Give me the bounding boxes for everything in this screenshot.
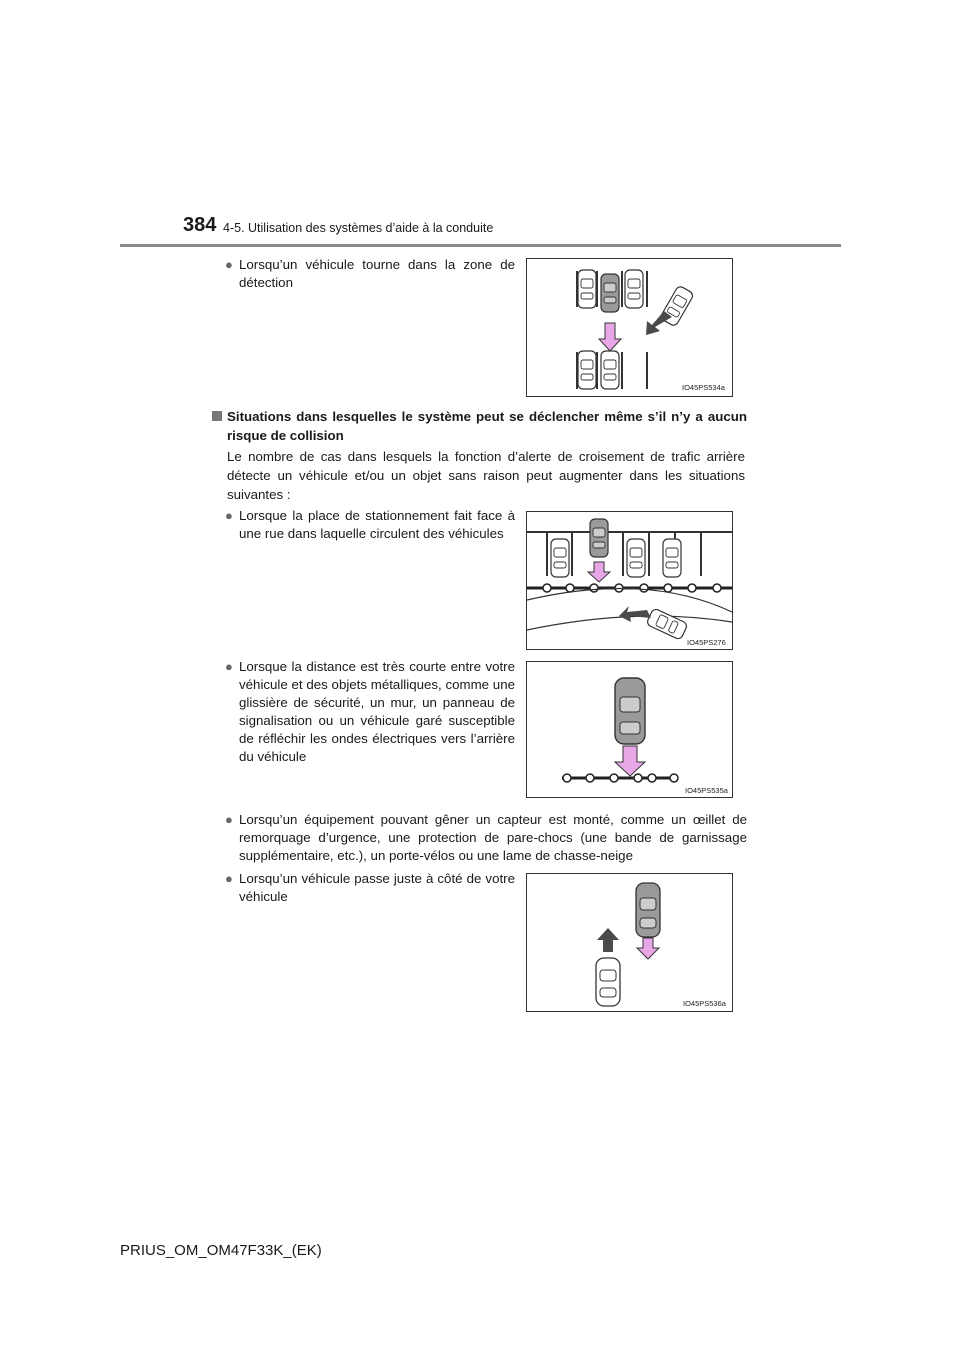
illustration-passing-vehicle — [527, 874, 732, 1011]
bullet-text: Lorsqu’un véhicule passe juste à côté de votre véhicule — [239, 871, 515, 904]
bullet-metallic-objects — [225, 658, 515, 766]
bullet-icon: ● — [225, 659, 233, 674]
bullet-icon: ● — [225, 508, 233, 523]
bullet-equipment-sensor — [225, 811, 747, 865]
bullet-text: Lorsque la distance est très courte entre votre véhicule et des objets métalliques, comme une glissière de sécurité, un mur, un panneau de signalisation ou un véhicule garé susceptible de réfléchir les ondes électriques vers l’arrière du véhicule — [239, 659, 515, 764]
heading-square-icon — [212, 411, 222, 421]
subsection-paragraph: Le nombre de cas dans lesquels la fonction d’alerte de croisement de trafic arrière détecte un véhicule et/ou un objet sans raison peut augmenter dans les situations suivantes : — [227, 449, 745, 502]
bullet-text: Lorsqu’un équipement pouvant gêner un capteur est monté, comme un œillet de remorquage d’urgence, une protection de pare-chocs (une bande de garnissage supplémentaire, etc.), un porte-vélos ou une lame de chasse-neige — [239, 812, 747, 863]
figure-code: IO45PS534a — [682, 383, 725, 392]
header-divider — [120, 244, 841, 247]
footer-code: PRIUS_OM_OM47F33K_(EK) — [120, 1242, 322, 1259]
page-number: 384 — [183, 214, 217, 236]
figure-code: IO45PS276 — [687, 638, 726, 647]
figure-code: IO45PS535a — [685, 786, 728, 795]
figure-code: IO45PS536a — [683, 999, 726, 1008]
illustration-parking-street — [527, 512, 732, 649]
figure-passing-vehicle — [526, 873, 733, 1012]
bullet-turning-vehicle — [225, 256, 515, 292]
figure-metallic-objects — [526, 661, 733, 798]
illustration-turning-vehicle — [527, 259, 732, 396]
bullet-icon: ● — [225, 812, 233, 827]
bullet-icon: ● — [225, 871, 233, 886]
illustration-metallic-objects — [527, 662, 732, 797]
bullet-passing-vehicle — [225, 870, 515, 906]
figure-turning-vehicle — [526, 258, 733, 397]
bullet-text: Lorsqu’un véhicule tourne dans la zone de détection — [239, 257, 515, 290]
bullet-icon: ● — [225, 257, 233, 272]
section-title: 4-5. Utilisation des systèmes d’aide à la conduite — [223, 221, 494, 235]
bullet-text: Lorsque la place de stationnement fait face à une rue dans laquelle circulent des véhicules — [239, 508, 515, 541]
bullet-parking-facing-street — [225, 507, 515, 543]
subsection-heading: Situations dans lesquelles le système peut se déclencher même s’il n’y a aucun risque de collision — [227, 409, 747, 443]
figure-parking-facing-street — [526, 511, 733, 650]
